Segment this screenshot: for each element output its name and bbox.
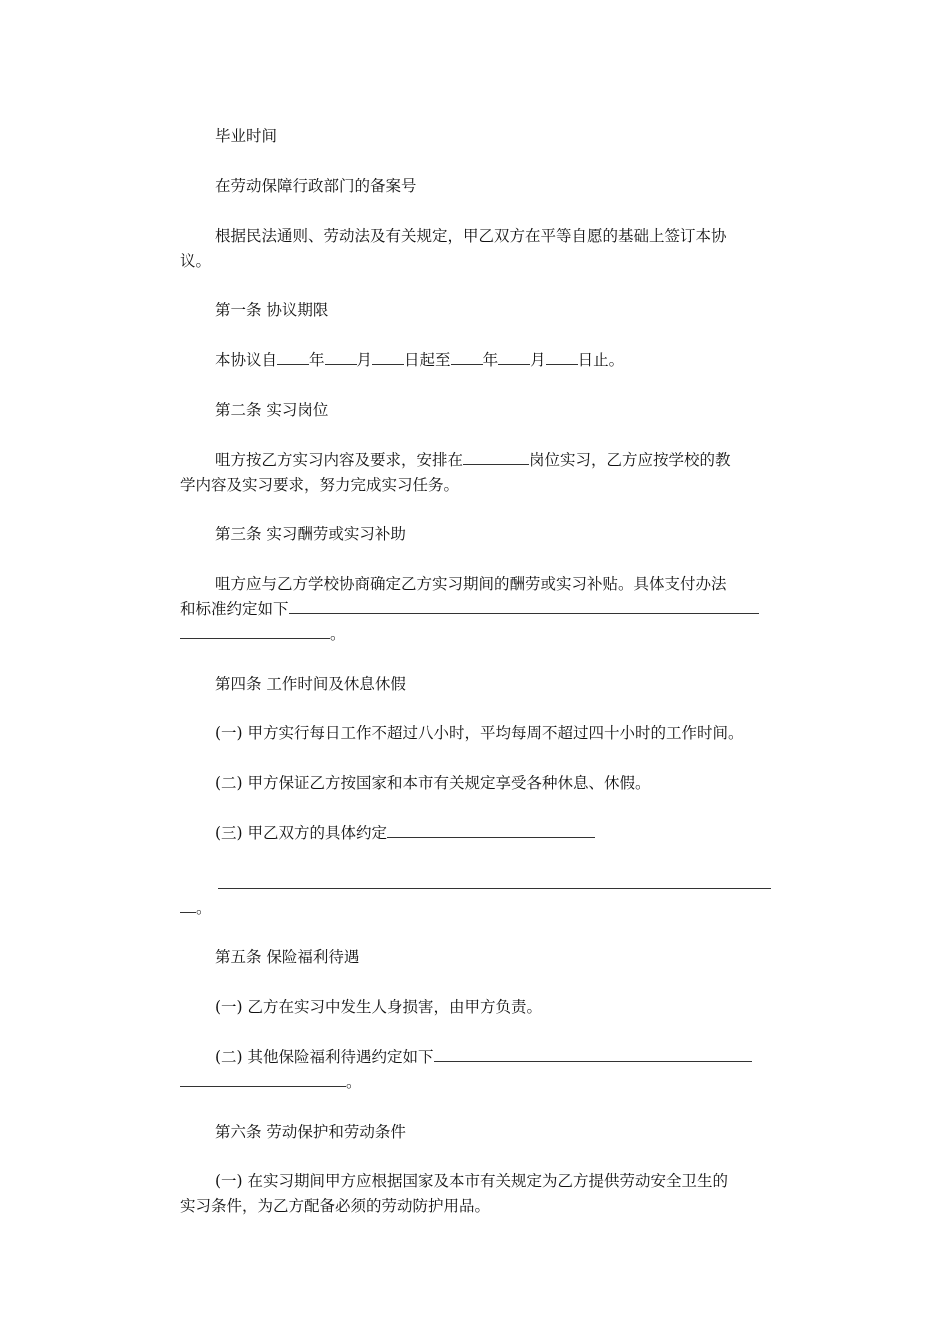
end-year-label: 年 [482, 351, 499, 369]
article4-heading: 第四条 工作时间及休息休假 [215, 675, 406, 693]
end-month-label: 月 [530, 351, 546, 369]
article2-text-a: 咀方按乙方实习内容及要求，安排在 [215, 451, 464, 469]
article6-text-1b: 实习条件，为乙方配备必须的劳动防护用品。 [180, 1197, 491, 1215]
article3-text-a: 咀方应与乙方学校协商确定乙方实习期间的酬劳或实习补贴。具体支付办法 [215, 575, 727, 593]
welfare-terms-blank[interactable] [434, 1047, 752, 1062]
article1-period-line [180, 348, 772, 373]
start-day-blank[interactable] [372, 350, 404, 365]
article4-item2 [180, 771, 772, 796]
end-year-blank[interactable] [451, 350, 483, 365]
article4-item3 [180, 821, 772, 846]
article6-text-1a: (一) 在实习期间甲方应根据国家及本市有关规定为乙方提供劳动安全卫生的 [215, 1172, 729, 1190]
start-year-label: 年 [309, 351, 325, 369]
article5-heading: 第五条 保险福利待遇 [215, 948, 360, 966]
article2-line2 [180, 473, 772, 498]
article4-end: 。 [196, 899, 212, 917]
article4-text-3: (三) 甲乙双方的具体约定 [215, 824, 388, 842]
intro-text-2: 议。 [180, 252, 212, 270]
specific-agreement-line[interactable] [218, 888, 771, 889]
article1-title [180, 298, 772, 323]
specific-agreement-blank[interactable] [387, 823, 595, 838]
article5-item2-end [180, 1070, 772, 1095]
article3-title [180, 522, 772, 547]
article5-text-2: (二) 其他保险福利待遇约定如下 [215, 1048, 434, 1066]
article5-title [180, 945, 772, 970]
article4-text-2: (二) 甲方保证乙方按国家和本市有关规定享受各种休息、休假。 [215, 774, 651, 792]
period-prefix: 本协议自 [215, 351, 278, 369]
article3-line1 [180, 572, 772, 597]
start-month-label: 月 [356, 351, 373, 369]
article3-line2 [180, 597, 772, 622]
article5-item2 [180, 1045, 772, 1070]
article4-item1 [180, 721, 772, 746]
article2-line1 [180, 448, 772, 473]
grad-time-line [180, 124, 772, 149]
article6-heading: 第六条 劳动保护和劳动条件 [215, 1123, 406, 1141]
article4-title [180, 672, 772, 697]
record-number-label: 在劳动保障行政部门的备案号 [215, 177, 417, 195]
article6-item1-line2 [180, 1194, 772, 1219]
start-day-label: 日起至 [404, 351, 451, 369]
end-day-label: 日止。 [577, 351, 625, 369]
article5-text-1: (一) 乙方在实习中发生人身损害，由甲方负责。 [215, 998, 543, 1016]
article2-text-c: 学内容及实习要求，努力完成实习任务。 [180, 476, 460, 494]
article3-end: 。 [330, 625, 346, 643]
start-year-blank[interactable] [277, 350, 309, 365]
article6-title [180, 1120, 772, 1145]
article2-title [180, 398, 772, 423]
payment-terms-blank[interactable] [289, 599, 759, 614]
record-number-line [180, 174, 772, 199]
article6-item1-line1 [180, 1169, 772, 1194]
article3-text-b: 和标准约定如下 [180, 600, 289, 618]
article4-item3-end [180, 896, 772, 921]
article3-line3 [180, 622, 772, 647]
article2-text-b: 岗位实习，乙方应按学校的教 [529, 451, 731, 469]
end-day-blank[interactable] [546, 350, 578, 365]
position-blank[interactable] [463, 450, 529, 465]
article5-end: 。 [346, 1073, 362, 1091]
article3-heading: 第三条 实习酬劳或实习补助 [215, 525, 406, 543]
payment-terms-blank-cont[interactable] [180, 624, 330, 639]
intro-text-1: 根据民法通则、劳动法及有关规定，甲乙双方在平等自愿的基础上签订本协 [215, 227, 727, 245]
article5-item1 [180, 995, 772, 1020]
article4-text-1: (一) 甲方实行每日工作不超过八小时，平均每周不超过四十小时的工作时间。 [215, 724, 744, 742]
start-month-blank[interactable] [325, 350, 357, 365]
specific-agreement-blank-cont[interactable] [180, 898, 196, 913]
article1-heading: 第一条 协议期限 [215, 301, 329, 319]
intro-paragraph-line2 [180, 249, 772, 274]
article2-heading: 第二条 实习岗位 [215, 401, 329, 419]
welfare-terms-blank-cont[interactable] [180, 1072, 346, 1087]
end-month-blank[interactable] [498, 350, 530, 365]
grad-time-label: 毕业时间 [215, 127, 278, 145]
intro-paragraph-line1 [180, 224, 772, 249]
